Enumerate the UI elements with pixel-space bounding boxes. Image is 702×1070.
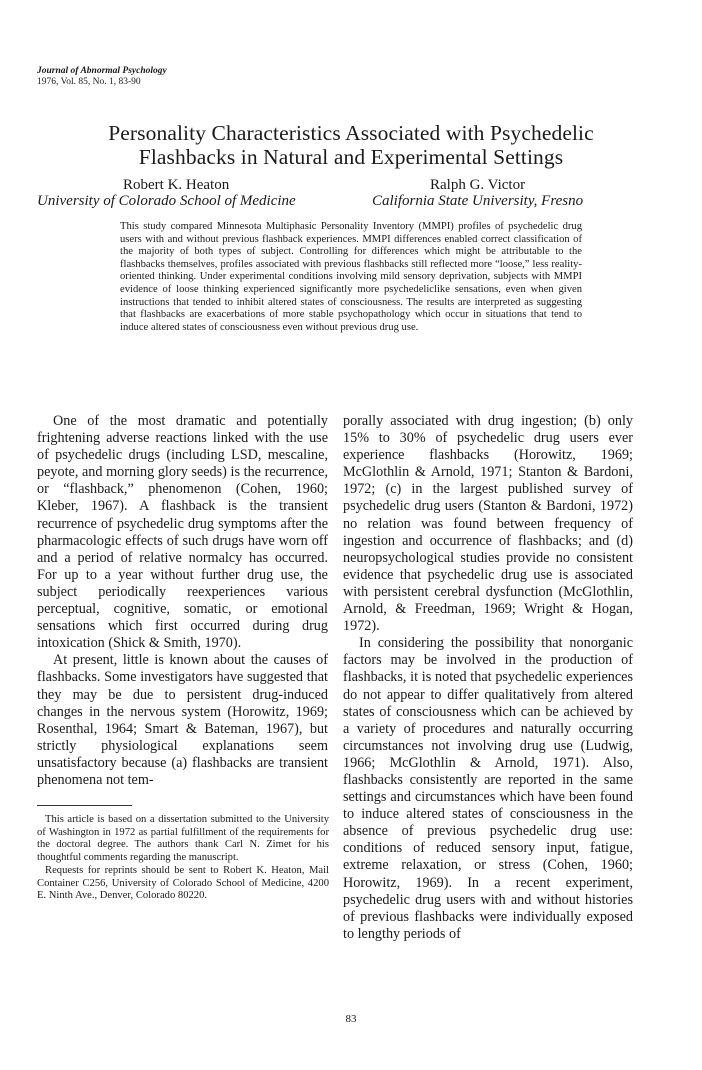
page-number: 83 [345,1013,357,1025]
journal-citation: 1976, Vol. 85, No. 1, 83-90 [37,77,141,87]
abstract: This study compared Minnesota Multiphasic Personality Inventory (MMPI) profiles of psychedelic drug users with and without previous flashback experiences. MMPI differences enabled correct classification of the majority of both types of subject. Controlling for differences which might be attributable to the flashbacks themselves, profiles associated with previous flashbacks still reflected more “loose,” less reality-oriented thinking. Under experimental conditions involving mild sensory deprivation, subjects with MMPI evidence of loose thinking experienced significantly more psychedeliclike sensations, even when given instructions that tended to inhibit altered states of consciousness. The results are interpreted as suggesting that flashbacks are exacerbations of more stable psychopathology which occur in situations that tend to induce altered states of consciousness even without previous drug use. [120,221,582,333]
article-title [0,121,702,169]
title-line-2: Flashbacks in Natural and Experimental Settings [138,145,564,169]
left-paragraph-1: One of the most dramatic and potentially frightening adverse reactions linked with the use of psychedelic drugs (including LSD, mescaline, peyote, and morning glory seeds) is the recurrence, or “flashback,” phenomenon (Cohen, 1960; Kleber, 1967). A flashback is the transient recurrence of psychedelic drug symptoms after the pharmacologic effects of such drugs have worn off and a period of relative normalcy has occurred. For up to a year without further drug use, the subject periodically reexperiences various perceptual, cognitive, somatic, or emotional sensations which first occurred during drug intoxication (Shick & Smith, 1970). [37,413,328,652]
footnote-divider [37,805,132,806]
author-name-1: Robert K. Heaton [123,177,230,193]
author-name-2: Ralph G. Victor [430,177,526,193]
journal-name: Journal of Abnormal Psychology [37,66,167,76]
footnote-2: Requests for reprints should be sent to Robert K. Heaton, Mail Container C256, University of Colorado School of Medicine, 4200 E. Ninth Ave., Denver, Colorado 80220. [37,864,329,902]
right-paragraph-2: In considering the possibility that nonorganic factors may be involved in the production of flashbacks, it is noted that psychedelic experiences do not appear to differ qualitatively from altered states of consciousness which can be achieved by a variety of procedures and naturally occurring circumstances not involving drug use (Ludwig, 1966; McGlothlin & Arnold, 1971). Also, flashbacks consistently are reported in the same settings and circumstances which have been found to induce altered states of consciousness in the absence of previous psychedelic drug use: conditions of reduced sensory input, fatigue, extreme relaxation, or stress (Cohen, 1960; Horowitz, 1969). In a recent experiment, psychedelic drug users with and without histories of previous flashbacks were individually exposed to lengthy periods of [343,635,633,942]
footnote-1: This article is based on a dissertation submitted to the University of Washington in 1972 as partial fulfillment of the requirements for the doctoral degree. The authors thank Carl N. Zimet for his thoughtful comments regarding the manuscript. [37,814,329,864]
footnotes [37,814,329,903]
right-column [343,413,633,943]
left-column [37,413,328,789]
left-paragraph-2: At present, little is known about the causes of flashbacks. Some investigators have suggested that they may be due to persistent drug-induced changes in the nervous system (Horowitz, 1969; Rosenthal, 1964; Smart & Bateman, 1967), but strictly physiological explanations seem unsatisfactory because (a) flashbacks are transient phenomena not tem- [37,652,328,788]
author-affiliation-2: California State University, Fresno [372,193,584,209]
journal-header [37,66,167,88]
title-line-1: Personality Characteristics Associated with Psychedelic [108,121,594,145]
right-paragraph-1: porally associated with drug ingestion; (b) only 15% to 30% of psychedelic drug users ever experience flashbacks (Horowitz, 1969; McGlothlin & Arnold, 1971; Stanton & Bardoni, 1972; (c) in the largest published survey of psychedelic drug users (Stanton & Bardoni, 1972) no relation was found between frequency of ingestion and occurrence of flashbacks; and (d) neuropsychological studies provide no consistent evidence that psychedelic drug use is associated with persistent cerebral dysfunction (McGlothlin, Arnold, & Freedman, 1969; Wright & Hogan, 1972). [343,413,633,635]
author-affiliation-1: University of Colorado School of Medicine [37,193,296,209]
